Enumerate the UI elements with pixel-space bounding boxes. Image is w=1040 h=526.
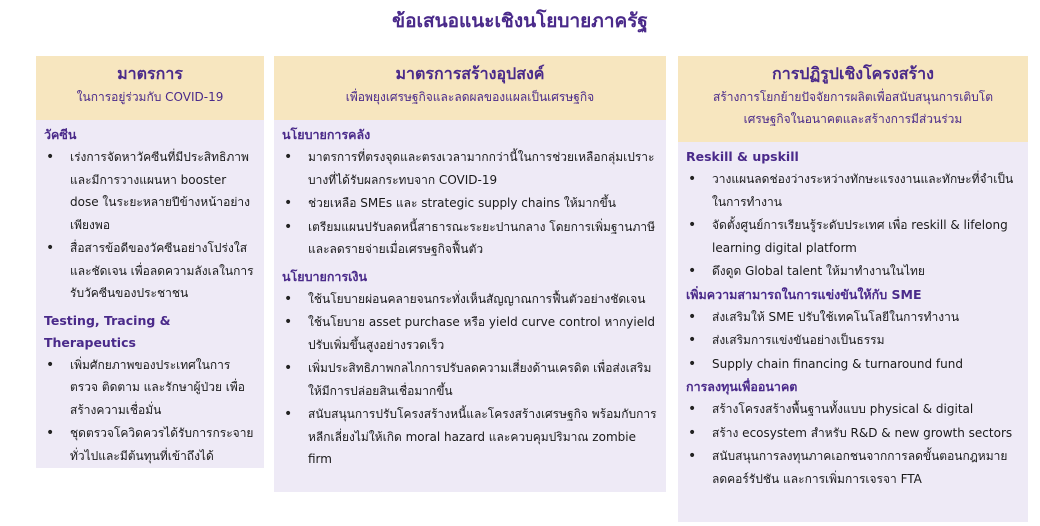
list-item: • ส่งเสริมให้ SME ปรับใช้เทคโนโลยีในการทำงาน	[686, 306, 1020, 329]
list-item: • เพิ่มศักยภาพของประเทศในการตรวจ ติดตาม และรักษาผู้ป่วย เพื่อสร้างความเชื่อมั่น	[44, 354, 256, 422]
column-title: มาตรการสร้างอุปสงค์	[395, 64, 545, 83]
list-item: • สนับสนุนการลงทุนภาคเอกชนจากการลดขั้นตอนกฎหมาย ลดคอร์รัปชัน และการเพิ่มการเจรจา FTA	[686, 445, 1020, 490]
column-subtitle: สร้างการโยกย้ายปัจจัยการผลิตเพื่อสนับสนุนการเติบโตเศรษฐกิจในอนาคตและสร้างการมีส่วนร่วม	[713, 90, 993, 126]
column-header	[274, 56, 666, 120]
section-title-reskill: Reskill & upskill	[686, 149, 799, 164]
list-item: • จัดตั้งศูนย์การเรียนรู้ระดับประเทศ เพื่อ reskill & lifelong learning digital platform	[686, 214, 1020, 259]
bullet-list	[686, 168, 1020, 283]
list-item: • ใช้นโยบายผ่อนคลายจนกระทั่งเห็นสัญญาณการฟื้นตัวอย่างชัดเจน	[282, 288, 658, 311]
column-demand-measures	[274, 56, 666, 492]
column-header	[678, 56, 1028, 142]
section-title-sme: เพิ่มความสามารถในการแข่งขันให้กับ SME	[686, 286, 922, 302]
list-item: • เพิ่มประสิทธิภาพกลไกการปรับลดความเสี่ยงด้านเครดิต เพื่อส่งเสริมให้มีการปล่อยสินเชื่อมากขึ้น	[282, 357, 658, 402]
column-body	[274, 120, 666, 492]
list-item: • วางแผนลดช่องว่างระหว่างทักษะแรงงานและทักษะที่จำเป็นในการทำงาน	[686, 168, 1020, 213]
bullet-list	[686, 398, 1020, 490]
column-header	[36, 56, 264, 120]
bullet-list	[44, 146, 256, 305]
list-item: • Supply chain financing & turnaround fund	[686, 353, 1020, 376]
list-item: • ส่งเสริมการแข่งขันอย่างเป็นธรรม	[686, 329, 1020, 352]
bullet-list	[282, 288, 658, 471]
column-title: การปฏิรูปเชิงโครงสร้าง	[772, 64, 934, 83]
list-item: • มาตรการที่ตรงจุดและตรงเวลามากกว่านี้ในการช่วยเหลือกลุ่มเปราะบางที่ได้รับผลกระทบจาก COVID-19	[282, 146, 658, 191]
page-title: ข้อเสนอแนะเชิงนโยบายภาครัฐ	[392, 10, 648, 32]
column-body	[36, 120, 264, 468]
column-covid-measures	[36, 56, 264, 468]
section-title-testing: Testing, Tracing & Therapeutics	[44, 312, 171, 350]
list-item: • สื่อสารข้อดีของวัคซีนอย่างโปร่งใสและชัดเจน เพื่อลดความลังเลในการรับวัคซีนของประชาชน	[44, 237, 256, 305]
section-title-fiscal: นโยบายการคลัง	[282, 127, 371, 142]
column-structural-reform	[678, 56, 1028, 522]
section-title-vaccine: วัคซีน	[44, 127, 77, 142]
column-subtitle: เพื่อพยุงเศรษฐกิจและลดผลของแผลเป็นเศรษฐกิจ	[345, 90, 595, 104]
list-item: • สร้าง ecosystem สำหรับ R&D & new growth sectors	[686, 422, 1020, 445]
bullet-list	[686, 306, 1020, 376]
section-title-monetary: นโยบายการเงิน	[282, 268, 368, 284]
column-body	[678, 142, 1028, 522]
list-item: • เร่งการจัดหาวัคซีนที่มีประสิทธิภาพและมีการวางแผนหา booster dose ในระยะหลายปีข้างหน้าอย่างเพียงพอ	[44, 146, 256, 236]
list-item: • สนับสนุนการปรับโครงสร้างหนี้และโครงสร้างเศรษฐกิจ พร้อมกับการหลีกเลี่ยงไม่ให้เกิด moral hazard และควบคุมปริมาณ zombie firm	[282, 403, 658, 471]
bullet-list	[282, 146, 658, 261]
list-item: • ชุดตรวจโควิดควรได้รับการกระจายทั่วไปและมีต้นทุนที่เข้าถึงได้	[44, 422, 256, 467]
list-item: • สร้างโครงสร้างพื้นฐานทั้งแบบ physical & digital	[686, 398, 1020, 421]
list-item: • ช่วยเหลือ SMEs และ strategic supply chains ให้มากขึ้น	[282, 192, 658, 215]
section-title-investment: การลงทุนเพื่ออนาคต	[686, 379, 798, 394]
list-item: • ใช้นโยบาย asset purchase หรือ yield curve control หากyield ปรับเพิ่มขึ้นสูงอย่างรวดเร็ว	[282, 311, 658, 356]
list-item: • ดึงดูด Global talent ให้มาทำงานในไทย	[686, 260, 1020, 283]
bullet-list	[44, 354, 256, 468]
column-title: มาตรการ	[117, 64, 183, 83]
column-subtitle: ในการอยู่ร่วมกับ COVID-19	[76, 90, 224, 104]
list-item: • เตรียมแผนปรับลดหนี้สาธารณะระยะปานกลาง โดยการเพิ่มฐานภาษี และลดรายจ่ายเมื่อเศรษฐกิจฟื้นตัว	[282, 216, 658, 261]
